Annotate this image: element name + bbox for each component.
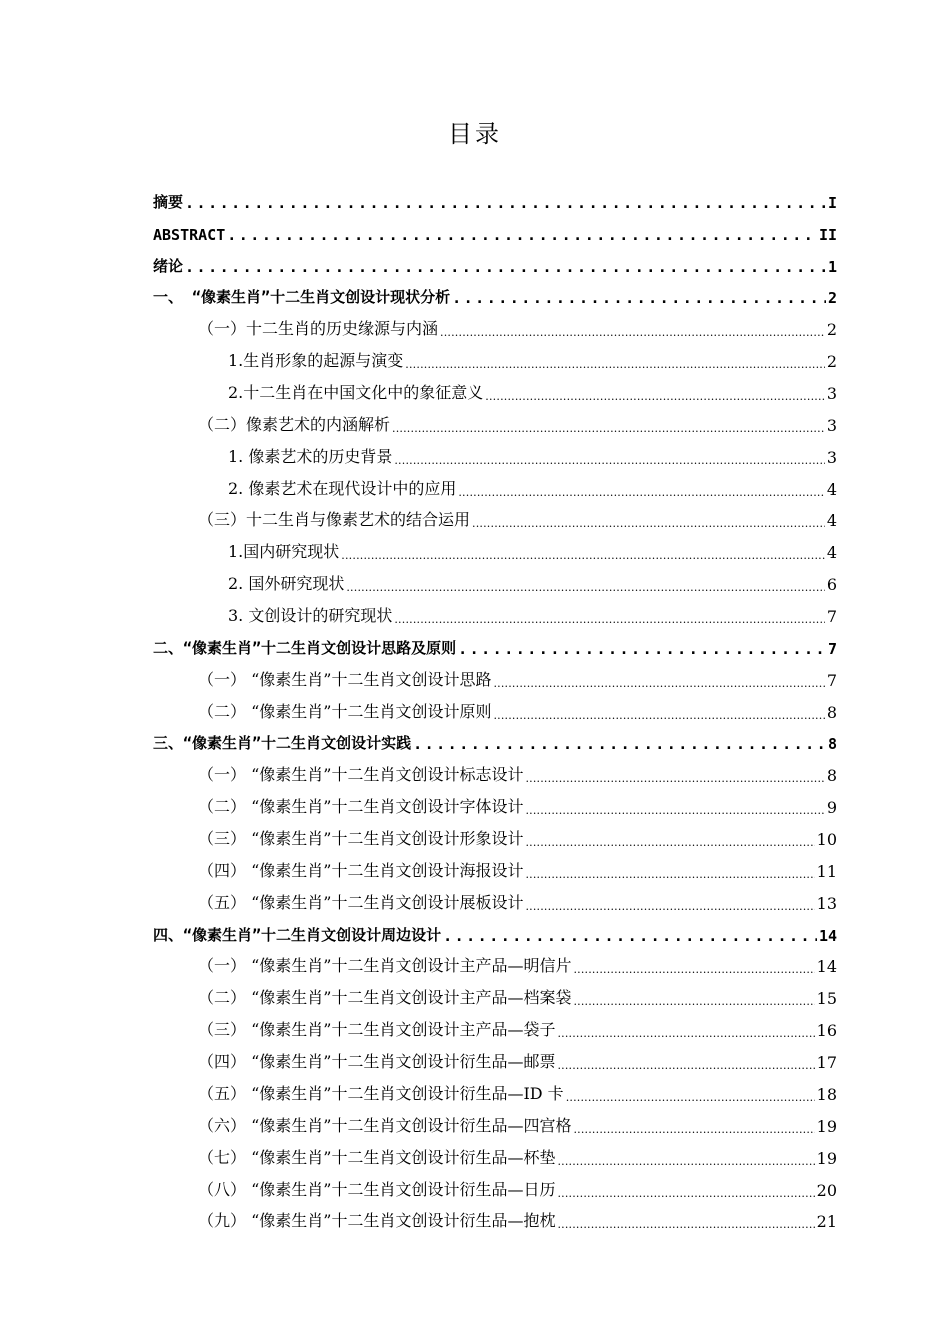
toc-entry[interactable] (153, 212, 837, 244)
toc-leader (557, 1187, 814, 1200)
toc-entry-page: 9 (826, 798, 837, 818)
toc-entry-page: 2 (826, 352, 837, 372)
toc-entry-page: 13 (816, 893, 837, 913)
toc-entry-page: 3 (826, 447, 837, 467)
toc-entry-page: 1 (827, 257, 837, 276)
toc-entry-title: （二） “像素生肖”十二生肖文创设计原则 (198, 701, 492, 721)
toc-entry-page: 2 (827, 289, 837, 308)
toc-entry[interactable] (153, 945, 837, 977)
toc-leader (405, 358, 825, 371)
toc-entry-page: 7 (826, 670, 837, 690)
toc-entry-title: 2.十二生肖在中国文化中的象征意义 (228, 383, 484, 403)
toc-entry[interactable] (153, 849, 837, 881)
toc-leader (525, 804, 824, 817)
toc-entry-title: 2. 国外研究现状 (228, 574, 345, 594)
toc-entry-title: （三）十二生肖与像素艺术的结合运用 (198, 510, 471, 530)
toc-entry-title: 1.国内研究现状 (228, 542, 340, 562)
toc-entry[interactable] (153, 626, 837, 658)
toc-entry[interactable] (153, 371, 837, 403)
toc-leader (557, 1218, 814, 1231)
toc-leader (573, 995, 814, 1008)
toc-leader (573, 963, 814, 976)
toc-entry-title: （五） “像素生肖”十二生肖文创设计展板设计 (198, 892, 524, 912)
toc-entry[interactable] (153, 753, 837, 785)
toc-entry[interactable] (153, 180, 837, 212)
toc-entry-page: 4 (826, 511, 837, 531)
toc-entry-title: 2. 像素艺术在现代设计中的应用 (228, 478, 457, 498)
toc-entry-title: 三、“像素生肖”十二生肖文创设计实践 (153, 734, 412, 753)
toc-leader (573, 1123, 814, 1136)
toc-entry-page: 19 (816, 1148, 837, 1168)
toc-entry-page: 11 (816, 861, 837, 881)
toc-leader (557, 1027, 814, 1040)
toc-entry[interactable] (153, 530, 837, 562)
toc-entry-page: 7 (826, 607, 837, 627)
toc-entry[interactable] (153, 403, 837, 435)
toc-entry[interactable] (153, 817, 837, 849)
toc-entry[interactable] (153, 690, 837, 722)
toc-leader (485, 390, 825, 403)
toc-entry-title: 四、“像素生肖”十二生肖文创设计周边设计 (153, 925, 442, 944)
toc-entry-title: （三） “像素生肖”十二生肖文创设计主产品—袋子 (198, 1020, 556, 1040)
toc-entry-page: 14 (816, 957, 837, 977)
toc-entry[interactable] (153, 307, 837, 339)
toc-leader (493, 677, 824, 690)
toc-entry[interactable] (153, 1136, 837, 1168)
toc-leader (440, 326, 825, 339)
toc-entry[interactable] (153, 976, 837, 1008)
toc-entry-title: （五） “像素生肖”十二生肖文创设计衍生品—ID 卡 (198, 1083, 564, 1103)
toc-entry-page: 3 (826, 415, 837, 435)
toc-entry-title: （四） “像素生肖”十二生肖文创设计海报设计 (198, 860, 524, 880)
toc-entry-title: （八） “像素生肖”十二生肖文创设计衍生品—日历 (198, 1179, 556, 1199)
toc-entry-title: ABSTRACT (153, 225, 226, 244)
toc-entry-page: 18 (816, 1084, 837, 1104)
toc-entry-page: 17 (816, 1053, 837, 1073)
toc-entry-page: 8 (827, 735, 837, 754)
toc-entry-title: （一）十二生肖的历史缘源与内涵 (198, 319, 439, 339)
toc-entry-title: 1. 像素艺术的历史背景 (228, 446, 393, 466)
toc-entry-title: （九） “像素生肖”十二生肖文创设计衍生品—抱枕 (198, 1211, 556, 1231)
toc-leader (525, 836, 814, 849)
toc-entry-title: 绪论 (153, 256, 184, 275)
toc-entry-title: （一） “像素生肖”十二生肖文创设计思路 (198, 669, 492, 689)
toc-leader (413, 735, 826, 753)
page-title: 目录 (448, 120, 502, 148)
toc-entry[interactable] (153, 276, 837, 308)
toc-entry-title: （三） “像素生肖”十二生肖文创设计形象设计 (198, 829, 524, 849)
toc-entry-title: （七） “像素生肖”十二生肖文创设计衍生品—杯垫 (198, 1147, 556, 1167)
toc-entry[interactable] (153, 1040, 837, 1072)
toc-entry[interactable] (153, 562, 837, 594)
toc-leader (443, 927, 817, 945)
toc-leader (458, 640, 826, 658)
toc-leader (525, 868, 814, 881)
toc-leader (557, 1059, 814, 1072)
toc-leader (185, 194, 826, 212)
toc-entry[interactable] (153, 1104, 837, 1136)
toc-leader (557, 1155, 814, 1168)
toc-leader (566, 1091, 815, 1104)
toc-entry-page: I (827, 193, 837, 212)
toc-entry[interactable] (153, 722, 837, 754)
toc-leader (525, 772, 824, 785)
toc-entry[interactable] (153, 435, 837, 467)
toc-entry[interactable] (153, 1168, 837, 1200)
toc-entry[interactable] (153, 1072, 837, 1104)
toc-entry[interactable] (153, 913, 837, 945)
toc-entry[interactable] (153, 1200, 837, 1232)
toc-entry-page: 3 (826, 384, 837, 404)
toc-entry-title: （二） “像素生肖”十二生肖文创设计字体设计 (198, 797, 524, 817)
toc-entry-title: 摘要 (153, 192, 184, 211)
toc-entry-title: （二）像素艺术的内涵解析 (198, 414, 391, 434)
toc-entry[interactable] (153, 658, 837, 690)
toc-entry[interactable] (153, 467, 837, 499)
toc-entry-page: 15 (816, 989, 837, 1009)
toc-entry-page: 4 (826, 543, 837, 563)
toc-entry[interactable] (153, 785, 837, 817)
toc-entry-page: 14 (818, 926, 837, 945)
toc-entry-page: 19 (816, 1116, 837, 1136)
toc-entry[interactable] (153, 594, 837, 626)
toc-entry-title: （一） “像素生肖”十二生肖文创设计主产品—明信片 (198, 956, 572, 976)
toc-entry[interactable] (153, 881, 837, 913)
toc-entry-page: 20 (816, 1180, 837, 1200)
toc-entry-page: 8 (826, 702, 837, 722)
toc-leader (227, 226, 817, 244)
toc-leader (458, 486, 824, 499)
toc-entry-title: （二） “像素生肖”十二生肖文创设计主产品—档案袋 (198, 988, 572, 1008)
toc-leader (346, 581, 824, 594)
toc-entry[interactable] (153, 244, 837, 276)
table-of-contents (153, 180, 837, 1231)
toc-entry-title: （六） “像素生肖”十二生肖文创设计衍生品—四宫格 (198, 1115, 572, 1135)
toc-leader (493, 709, 824, 722)
toc-entry[interactable] (153, 499, 837, 531)
toc-entry-page: 6 (826, 575, 837, 595)
toc-entry-title: 1.生肖形象的起源与演变 (228, 351, 404, 371)
toc-entry-title: 一、 “像素生肖”十二生肖文创设计现状分析 (153, 288, 451, 307)
toc-leader (185, 258, 826, 276)
toc-entry-page: 2 (826, 320, 837, 340)
toc-entry-page: 7 (827, 639, 837, 658)
toc-entry-title: （四） “像素生肖”十二生肖文创设计衍生品—邮票 (198, 1052, 556, 1072)
toc-leader (452, 289, 826, 307)
toc-leader (525, 900, 814, 913)
toc-entry-page: 21 (816, 1212, 837, 1232)
toc-leader (394, 613, 824, 626)
toc-leader (394, 454, 824, 467)
toc-leader (341, 549, 825, 562)
toc-entry-page: 4 (826, 479, 837, 499)
toc-entry-title: （一） “像素生肖”十二生肖文创设计标志设计 (198, 765, 524, 785)
toc-entry-page: 16 (816, 1021, 837, 1041)
toc-entry-title: 3. 文创设计的研究现状 (228, 606, 393, 626)
toc-entry-title: 二、“像素生肖”十二生肖文创设计思路及原则 (153, 638, 457, 657)
toc-leader (392, 422, 825, 435)
toc-entry-page: II (818, 225, 837, 244)
toc-entry[interactable] (153, 1008, 837, 1040)
toc-leader (472, 517, 825, 530)
toc-entry-page: 8 (826, 766, 837, 786)
toc-entry-page: 10 (816, 830, 837, 850)
toc-entry[interactable] (153, 339, 837, 371)
